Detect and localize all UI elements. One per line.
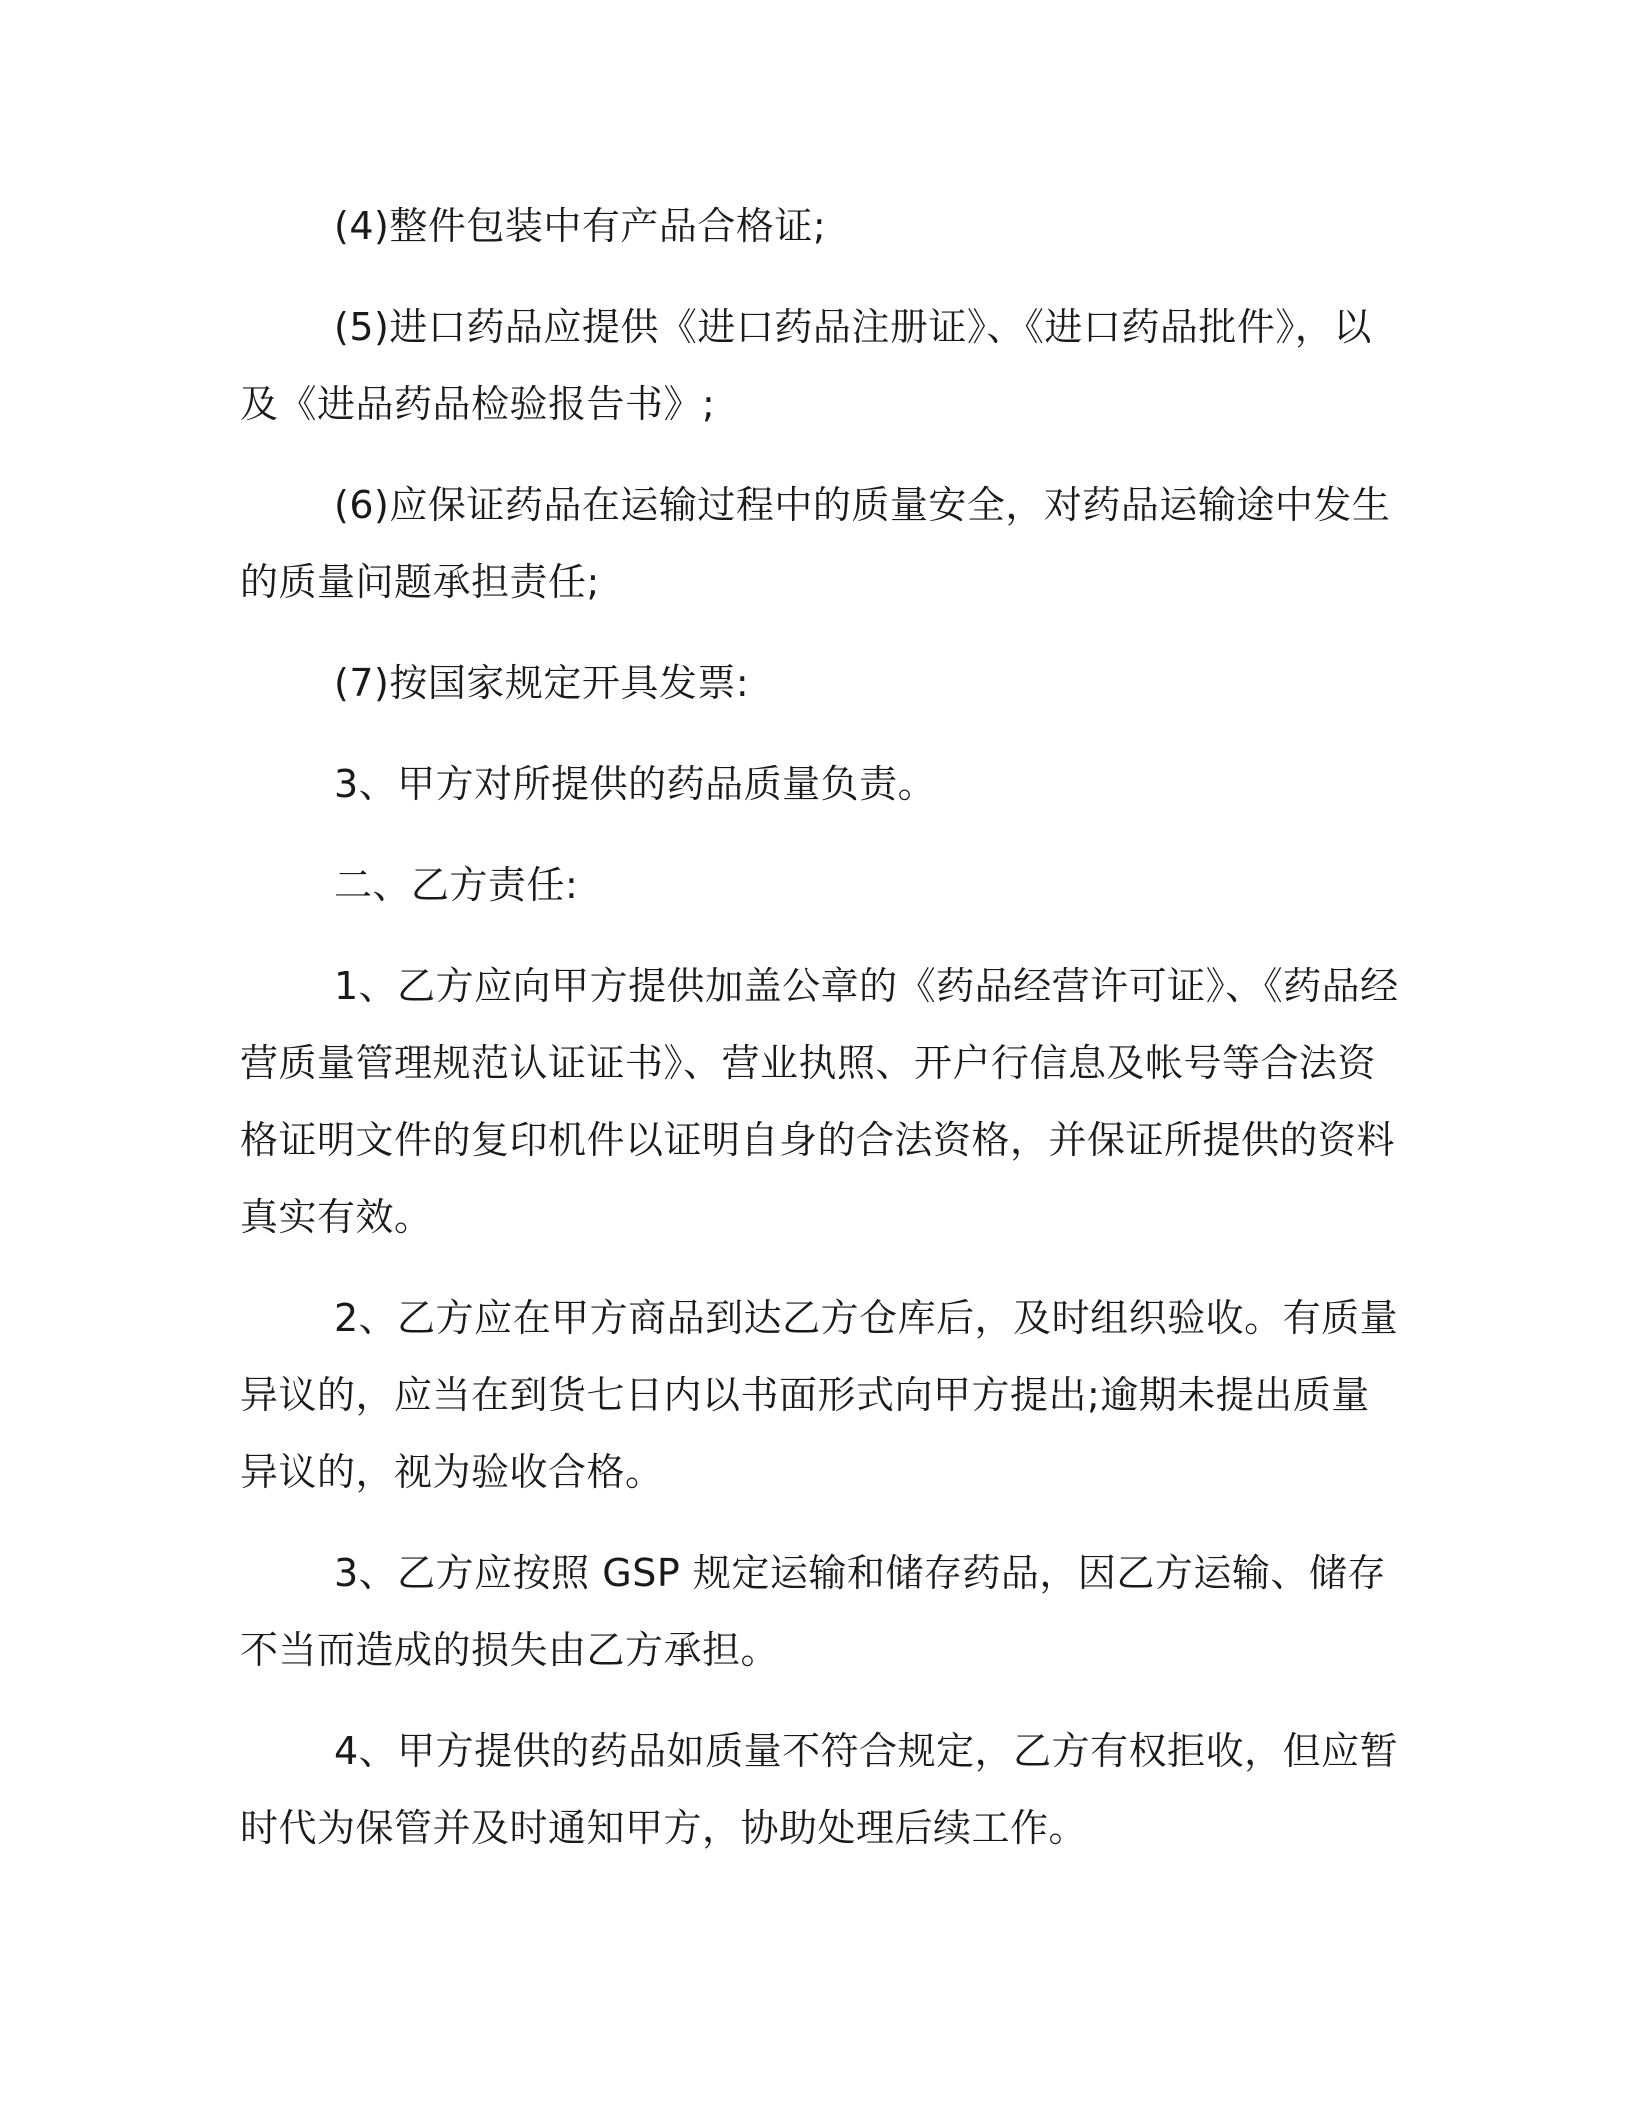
paragraph-party-a-3: 3、甲方对所提供的药品质量负责。 [334, 762, 937, 806]
paragraph-item-7: (7)按国家规定开具发票: [334, 661, 750, 705]
section-heading-party-b: 二、乙方责任: [334, 863, 579, 907]
paragraph-item-5: (5)进口药品应提供《进口药品注册证》、《进口药品批件》，以及《进品药品检验报告书》; [240, 305, 1372, 426]
document-body [240, 188, 1400, 1891]
paragraph-party-b-3: 3、乙方应按照 GSP 规定运输和储存药品，因乙方运输、储存不当而造成的损失由乙方承担。 [240, 1551, 1386, 1672]
paragraph-item-6: (6)应保证药品在运输过程中的质量安全，对药品运输途中发生的质量问题承担责任; [240, 483, 1391, 604]
paragraph-party-b-4: 4、甲方提供的药品如质量不符合规定，乙方有权拒收，但应暂时代为保管并及时通知甲方，协助处理后续工作。 [240, 1729, 1399, 1850]
paragraph-item-4: (4)整件包装中有产品合格证; [334, 204, 827, 248]
paragraph-party-b-1: 1、乙方应向甲方提供加盖公章的《药品经营许可证》、《药品经营质量管理规范认证证书》、营业执照、开户行信息及帐号等合法资格证明文件的复印机件以证明自身的合法资格，并保证所提供的资料真实有效。 [240, 964, 1399, 1239]
paragraph-party-b-2: 2、乙方应在甲方商品到达乙方仓库后，及时组织验收。有质量异议的，应当在到货七日内以书面形式向甲方提出;逾期未提出质量异议的，视为验收合格。 [240, 1296, 1399, 1494]
